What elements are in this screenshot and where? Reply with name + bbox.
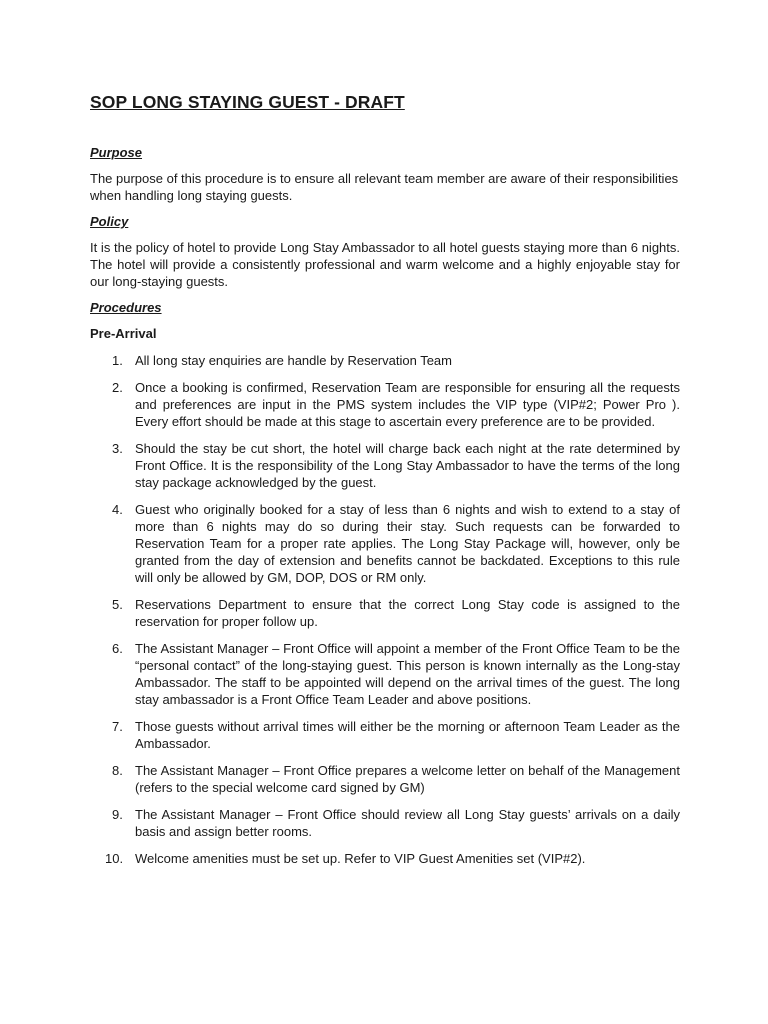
list-item-text: Reservations Department to ensure that the correct Long Stay code is assigned to the reservation for proper follow up. xyxy=(135,597,680,629)
list-item xyxy=(90,501,680,586)
list-item-number: 3. xyxy=(112,441,123,456)
list-item-text: Guest who originally booked for a stay of less than 6 nights and wish to extend to a stay of more than 6 nights may do so during their stay. Such requests can be forwarded to Reservation Team for a proper rate applies. The Long Stay Package will, however, only be granted from the day of extension and benefits cannot be backdated. Exceptions to this rule will only be allowed by GM, DOP, DOS or RM only. xyxy=(135,502,680,585)
list-item xyxy=(90,640,680,708)
list-item-number: 1. xyxy=(112,353,123,368)
list-item-text: All long stay enquiries are handle by Reservation Team xyxy=(135,353,452,368)
list-item-text: Those guests without arrival times will either be the morning or afternoon Team Leader as the Ambassador. xyxy=(135,719,680,751)
list-item xyxy=(90,379,680,430)
list-item-number: 4. xyxy=(112,502,123,517)
policy-text: It is the policy of hotel to provide Long Stay Ambassador to all hotel guests staying more than 6 nights. The hotel will provide a consistently professional and warm welcome and a highly enjoyable stay for our long-staying guests. xyxy=(90,240,680,289)
procedures-heading: Procedures xyxy=(90,300,162,315)
list-item xyxy=(90,850,680,867)
list-item-number: 6. xyxy=(112,641,123,656)
list-item xyxy=(90,718,680,752)
list-item xyxy=(90,352,680,369)
policy-heading: Policy xyxy=(90,214,129,229)
list-item-text: Should the stay be cut short, the hotel will charge back each night at the rate determined by Front Office. It is the responsibility of the Long Stay Ambassador to have the terms of the long stay package acknowledged by the guest. xyxy=(135,441,680,490)
list-item-text: The Assistant Manager – Front Office prepares a welcome letter on behalf of the Management (refers to the special welcome card signed by GM) xyxy=(135,763,680,795)
document-page xyxy=(90,94,680,877)
list-item-text: The Assistant Manager – Front Office will appoint a member of the Front Office Team to be the “personal contact” of the long-staying guest. This person is known internally as the Long-stay Ambassador. The staff to be appointed will depend on the arrival times of the guest. The long stay ambassador is a Front Office Team Leader and above positions. xyxy=(135,641,680,707)
list-item-number: 7. xyxy=(112,719,123,734)
list-item-text: The Assistant Manager – Front Office should review all Long Stay guests’ arrivals on a daily basis and assign better rooms. xyxy=(135,807,680,839)
list-item-number: 5. xyxy=(112,597,123,612)
list-item-number: 10. xyxy=(105,851,124,866)
list-item-number: 8. xyxy=(112,763,123,778)
list-item-number: 2. xyxy=(112,380,123,395)
purpose-heading: Purpose xyxy=(90,145,143,160)
list-item xyxy=(90,440,680,491)
list-item-text: Once a booking is confirmed, Reservation Team are responsible for ensuring all the requests and preferences are input in the PMS system includes the VIP type (VIP#2; Power Pro ). Every effort should be made at this stage to ascertain every preference are to be provided. xyxy=(135,380,680,429)
procedure-list xyxy=(90,352,680,867)
purpose-text: The purpose of this procedure is to ensure all relevant team member are aware of their responsibilities when handling long staying guests. xyxy=(90,171,679,203)
list-item-text: Welcome amenities must be set up. Refer to VIP Guest Amenities set (VIP#2). xyxy=(135,851,586,866)
list-item-number: 9. xyxy=(112,807,123,822)
list-item xyxy=(90,596,680,630)
pre-arrival-heading: Pre-Arrival xyxy=(90,326,157,341)
list-item xyxy=(90,806,680,840)
list-item xyxy=(90,762,680,796)
document-title: SOP LONG STAYING GUEST - DRAFT xyxy=(90,92,405,112)
